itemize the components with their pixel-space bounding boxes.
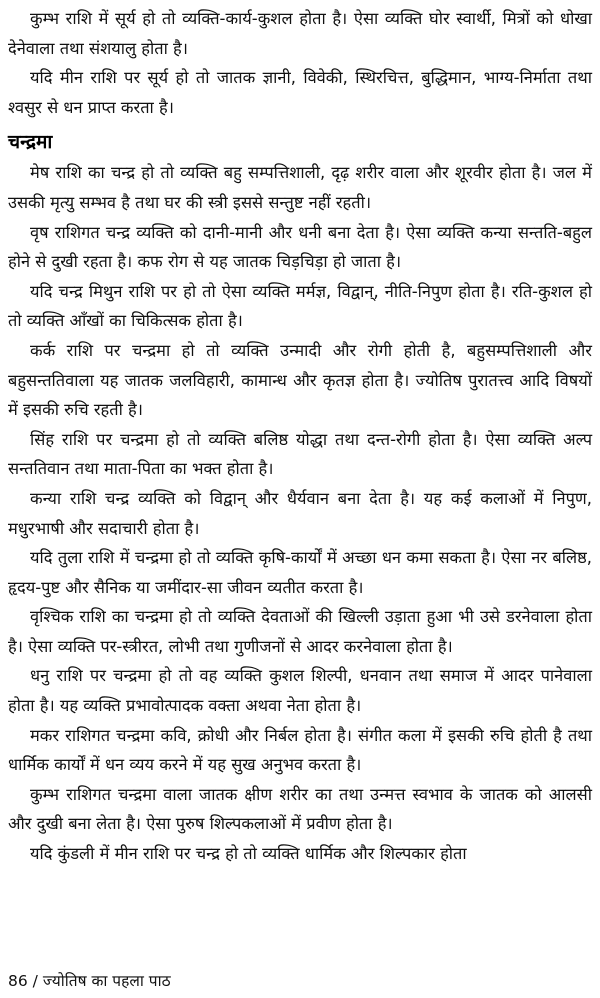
footer-separator: / xyxy=(32,972,38,990)
book-title: ज्योतिष का पहला पाठ xyxy=(42,972,171,990)
page-number: 86 xyxy=(8,972,28,990)
paragraph-sun-meen: यदि मीन राशि पर सूर्य हो तो जातक ज्ञानी, विवेकी, स्थिरचित्त, बुद्धिमान, भाग्य-निर्माता तथा श्वसुर से धन प्राप्त करता है। xyxy=(8,68,592,117)
paragraph-moon-dhanu: धनु राशि पर चन्द्रमा हो तो वह व्यक्ति कुशल शिल्पी, धनवान तथा समाज में आदर पानेवाला होता है। यह व्यक्ति प्रभावोत्पादक वक्ता अथवा नेता होता है। xyxy=(8,666,592,716)
paragraph-moon-kark: कर्क राशि पर चन्द्रमा हो तो व्यक्ति उन्मादी और रोगी होती है, बहुसम्पत्तिशाली और बहुसन्ततिवाला यह जातक जलविहारी, कामान्ध और कृतज्ञ होता है। ज्योतिष पुरातत्त्व आदि विषयों में इसकी रुचि रहती है। xyxy=(8,340,592,420)
paragraph-moon-kanya: कन्या राशि चन्द्र व्यक्ति को विद्वान् और धैर्यवान बना देता है। यह कई कलाओं में निपुण, मधुरभाषी और सदाचारी होता है। xyxy=(8,488,592,538)
page-footer xyxy=(8,970,171,992)
paragraph-moon-vrishchik: वृश्चिक राशि का चन्द्रमा हो तो व्यक्ति देवताओं की खिल्ली उड़ाता हुआ भी उसे डरनेवाला होता है। ऐसा व्यक्ति पर-स्त्रीरत, लोभी तथा गुणीजनों से आदर करनेवाला होता है। xyxy=(8,607,592,656)
paragraph-moon-vrish: वृष राशिगत चन्द्र व्यक्ति को दानी-मानी और धनी बना देता है। ऐसा व्यक्ति कन्या सन्तति-बहुल होने से दुखी रहता है। कफ रोग से यह जातक चिड़चिड़ा हो जाता है। xyxy=(8,222,592,272)
paragraph-moon-singh: सिंह राशि पर चन्द्रमा हो तो व्यक्ति बलिष्ठ योद्धा तथा दन्त-रोगी होता है। ऐसा व्यक्ति अल्प सन्ततिवान तथा माता-पिता का भक्त होता है। xyxy=(8,429,592,479)
paragraph-moon-tula: यदि तुला राशि में चन्द्रमा हो तो व्यक्ति कृषि-कार्यों में अच्छा धन कमा सकता है। ऐसा नर बलिष्ठ, हृदय-पुष्ट और सैनिक या जमींदार-सा जीवन व्यतीत करता है। xyxy=(8,548,592,597)
section-heading-chandrama: चन्द्रमा xyxy=(8,131,53,154)
paragraph-moon-kumbh: कुम्भ राशिगत चन्द्रमा वाला जातक क्षीण शरीर का तथा उन्मत्त स्वभाव के जातक को आलसी और दुखी बना लेता है। ऐसा पुरुष शिल्पकलाओं में प्रवीण होता है। xyxy=(8,784,592,834)
paragraph-moon-makar: मकर राशिगत चन्द्रमा कवि, क्रोधी और निर्बल होता है। संगीत कला में इसकी रुचि होती है तथा धार्मिक कार्यों में धन व्यय करने में यह सुख अनुभव करता है। xyxy=(8,725,592,775)
paragraph-moon-meen: यदि कुंडली में मीन राशि पर चन्द्र हो तो व्यक्ति धार्मिक और शिल्पकार होता xyxy=(30,844,467,864)
paragraph-sun-kumbh: कुम्भ राशि में सूर्य हो तो व्यक्ति-कार्य-कुशल होता है। ऐसा व्यक्ति घोर स्वार्थी, मित्रों को धोखा देनेवाला तथा संशयालु होता है। xyxy=(8,9,592,58)
paragraph-moon-mesh: मेष राशि का चन्द्र हो तो व्यक्ति बहु सम्पत्तिशाली, दृढ़ शरीर वाला और शूरवीर होता है। जल में उसकी मृत्यु सम्भव है तथा घर की स्त्री इससे सन्तुष्ट नहीं रहती। xyxy=(8,163,592,212)
paragraph-moon-mithun: यदि चन्द्र मिथुन राशि पर हो तो ऐसा व्यक्ति मर्मज्ञ, विद्वान्, नीति-निपुण होता है। रति-कुशल हो तो व्यक्ति आँखों का चिकित्सक होता है। xyxy=(8,281,592,331)
